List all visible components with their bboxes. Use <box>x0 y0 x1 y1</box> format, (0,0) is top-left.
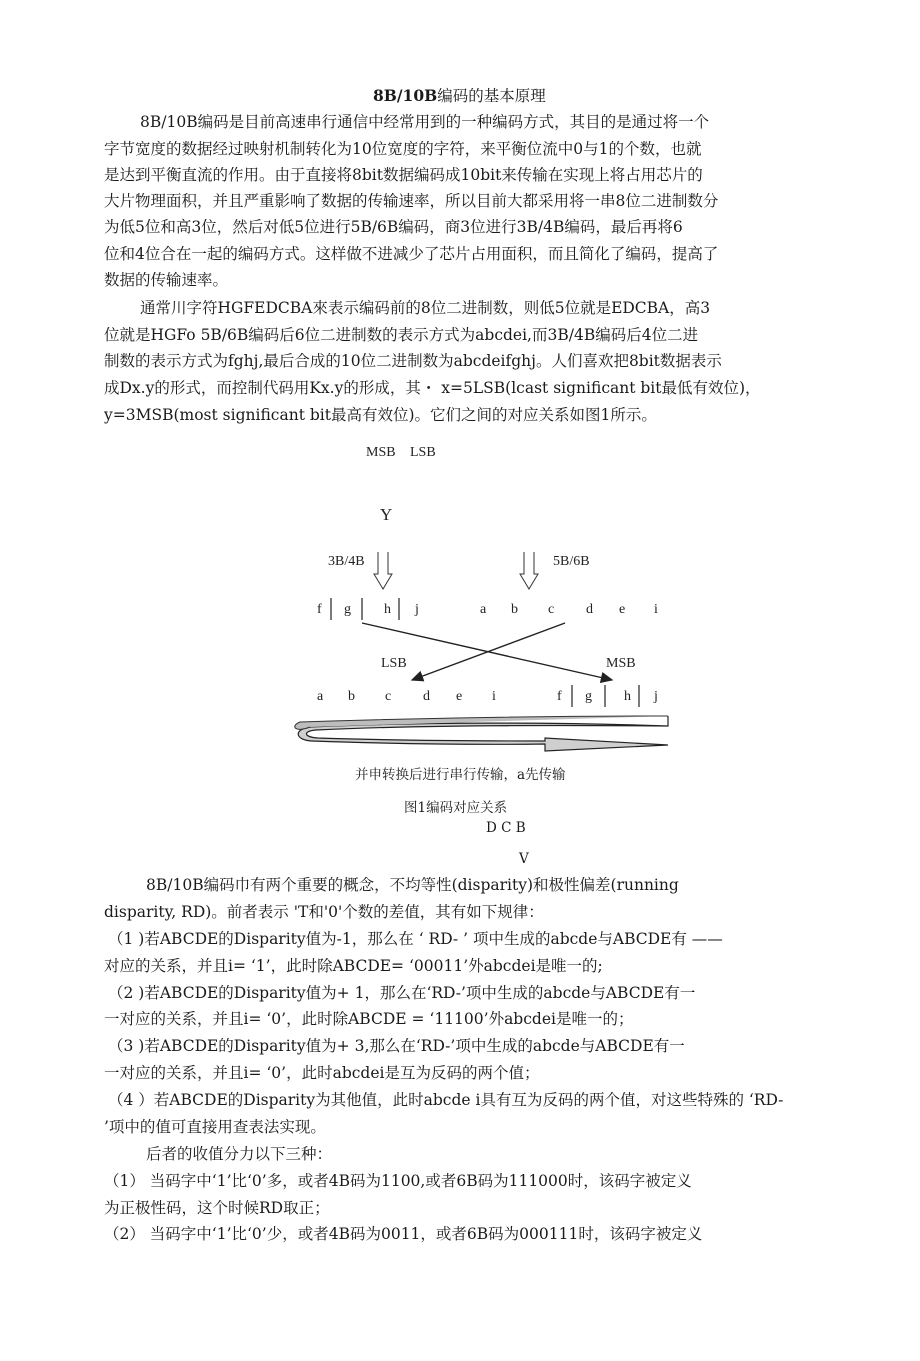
rd-rule-line: （1） 当码字中‘1’比‘0’多，或者4B码为1100,或者6B码为111000时，该码字被定义 <box>104 1172 692 1190</box>
rule-line: （3 )若ABCDE的Disparity值为+ 3,那么在‘RD-’项中生成的abcde与ABCDE有一 <box>108 1037 685 1055</box>
intro-line: 为低5位和高3位，然后对低5位进行5B/6B编码，商3位进行3B/4B编码，最后再将6 <box>104 218 683 236</box>
disparity-line: disparity, RD)。前者表示 'T和'0'个数的差值，其有如下规律： <box>104 903 544 921</box>
intro-line: 位和4位合在一起的编码方式。这样做不进减少了芯片占用面积，而且简化了编码，提高了 <box>104 245 719 263</box>
rule-line: 一对应的关系，并且i= ‘0’，此时abcdei是互为反码的两个值； <box>104 1064 540 1082</box>
row1-bit: h <box>384 602 391 617</box>
row1-bit: e <box>619 602 626 617</box>
row2-bit: c <box>385 689 392 704</box>
rule-line: （2 )若ABCDE的Disparity值为+ 1，那么在‘RD-’项中生成的abcde与ABCDE有一 <box>108 984 696 1002</box>
row1-bit: b <box>511 602 518 617</box>
rule-line: ’项中的值可直接用查表法实现。 <box>104 1118 326 1136</box>
row1-bit: g <box>344 602 351 617</box>
row2-bit: i <box>492 689 496 704</box>
label-3b4b: 3B/4B <box>328 554 365 569</box>
rd-rule-line: （2） 当码字中‘1’比‘0’少，或者4B码为0011，或者6B码为000111时，该码字被定义 <box>104 1225 703 1243</box>
title-bold: 8B/10B <box>373 86 438 105</box>
msb-mid-label: MSB <box>606 656 636 671</box>
figure-dcb-label: D C B <box>486 820 526 836</box>
msb-top-label: MSB <box>366 445 396 460</box>
title-rest: 编码的基本原理 <box>437 87 546 105</box>
intro-line: 大片物理面积，并且严重影响了数据的传输速率，所以目前大都采用将一串8位二进制数分 <box>104 192 719 210</box>
intro-line: 8B/10B编码是目前高速串行通信中经常用到的一种编码方式，其目的是通过将一个 <box>140 113 710 131</box>
notation-line: 制数的表示方式为fghj,最后合成的10位二进制数为abcdeifghj。人们喜欢把8bit数据表示 <box>104 352 722 370</box>
rd-rule-line: 为正极性码，这个时候RD取正； <box>104 1199 330 1217</box>
rd-intro: 后者的收值分力以下三种： <box>146 1145 333 1163</box>
row2-bit: h <box>624 689 631 704</box>
row1-bit: f <box>317 602 322 617</box>
row1-bit: i <box>654 602 658 617</box>
row2-bit: f <box>557 689 562 704</box>
notation-line: 通常川字符HGFEDCBA來表示编码前的8位二进制数，则低5位就是EDCBA，高3 <box>140 299 711 317</box>
arrow-3b4b-icon <box>374 552 392 589</box>
lsb-mid-label: LSB <box>381 656 407 671</box>
intro-line: 字节宽度的数据经过映射机制转化为10位宽度的字符，来平衡位流中0与1的个数，也就 <box>104 140 702 158</box>
rule-line: 对应的关系，并且i= ‘1’，此时除ABCDE= ‘00011’外abcdei是唯一的; <box>104 957 603 975</box>
figure-caption: 图1编码对应关系 <box>404 800 508 816</box>
y-mark: Y <box>380 505 393 524</box>
figure-v-mark: V <box>519 851 529 867</box>
row2-bit: a <box>317 689 324 704</box>
intro-line: 数据的传输速率。 <box>104 271 229 289</box>
label-5b6b: 5B/6B <box>553 554 590 569</box>
rule-line: （4 ）若ABCDE的Disparity为其他值，此时abcde i具有互为反码的两个值，对这些特殊的 ‘RD- <box>108 1091 784 1109</box>
row2-bit: j <box>654 689 658 704</box>
lsb-top-label: LSB <box>410 445 436 460</box>
disparity-line: 8B/10B编码巾有两个重要的概念，不均等性(disparity)和极性偏差(running <box>146 876 679 894</box>
intro-line: 是达到平衡直流的作用。由于直接将8bit数据编码成10bit来传输在实现上将占用芯片的 <box>104 166 703 184</box>
cross-arrow-to-msb <box>362 623 612 680</box>
row2-bit: e <box>456 689 463 704</box>
row1-bit: j <box>415 602 419 617</box>
row1-bit: c <box>548 602 555 617</box>
row2-bit: g <box>585 689 592 704</box>
arrow-5b6b-icon <box>520 552 538 589</box>
rule-line: （1 )若ABCDE的Disparity值为-1，那么在 ‘ RD- ’ 项中生成的abcde与ABCDE有 —— <box>108 930 723 948</box>
row1-bit: d <box>586 602 593 617</box>
row2-bit: d <box>423 689 430 704</box>
row2-bit: b <box>348 689 355 704</box>
row1-bit: a <box>480 602 487 617</box>
notation-line: y=3MSB(most significant bit最高有效位)。它们之间的对应关系如图1所示。 <box>104 406 657 424</box>
rule-line: 一对应的关系，并且i= ‘0’，此时除ABCDE = ‘11100’外abcdei是唯一的； <box>104 1010 634 1028</box>
notation-line: 位就是HGFo 5B/6B编码后6位二进制数的表示方式为abcdei,而3B/4B编码后4位二进 <box>104 326 699 344</box>
figure-transfer-caption: 并申转换后进行串行传输，a先传输 <box>355 767 566 783</box>
notation-line: 成Dx.y的形式，而控制代码用Kx.y的形成，其・ x=5LSB(lcast significant bit最低有效位)， <box>104 379 761 397</box>
